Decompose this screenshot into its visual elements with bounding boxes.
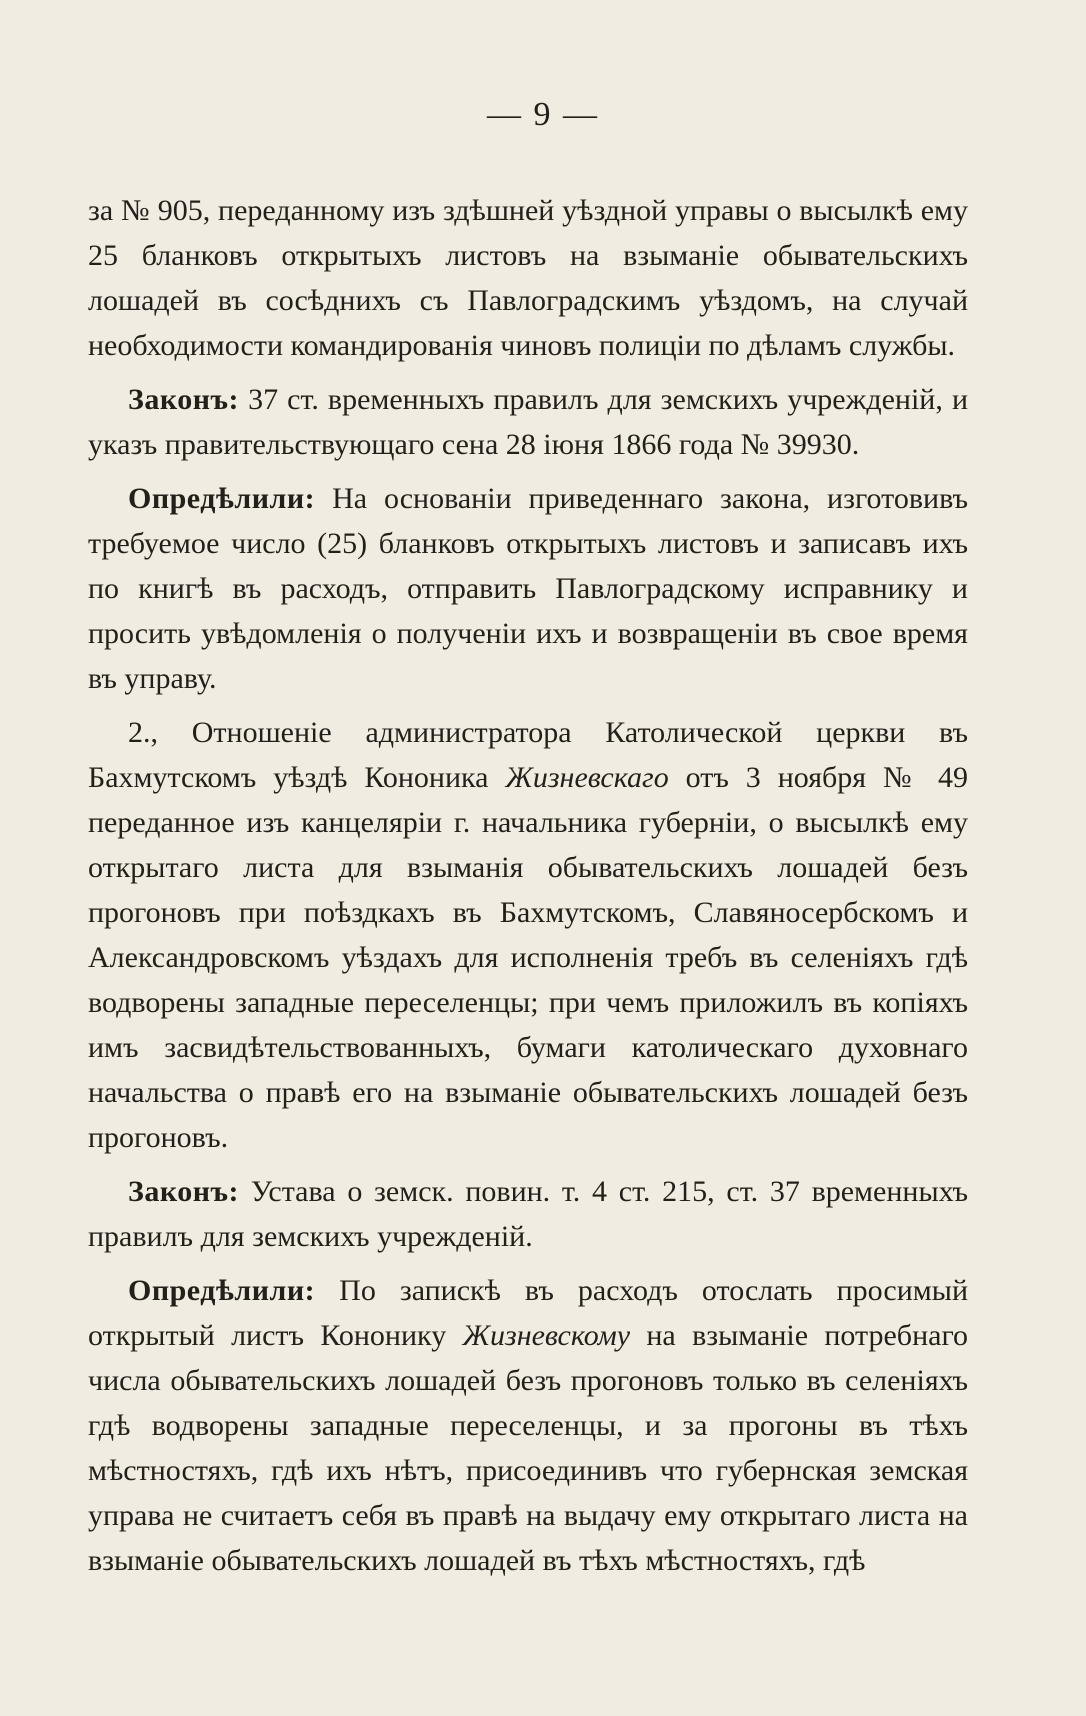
paragraph-request-continuation (88, 188, 968, 368)
paragraph-text: 2., Отношеніе администратора Католической церкви въ Бахмутскомъ уѣздѣ Кононика (88, 716, 968, 794)
person-name: Жизневскому (462, 1319, 631, 1352)
paragraph-text: На основаніи приведеннаго закона, изготовивъ требуемое число (25) бланковъ открытыхъ листовъ и записавъ ихъ по книгѣ въ расходъ, отправить Павлоградскому исправнику и просить увѣдомленія о полученіи ихъ и возвращеніи въ свое время въ управу. (88, 482, 968, 695)
body-text (88, 188, 968, 1592)
paragraph-decision-2 (88, 1268, 968, 1583)
paragraph-text: Устава о земск. повин. т. 4 ст. 215, ст. 37 временныхъ правилъ для земскихъ учрежденій. (88, 1175, 968, 1253)
paragraph-text: за № 905, переданному изъ здѣшней уѣздной управы о высылкѣ ему 25 бланковъ открытыхъ листовъ на взыманіе обывательскихъ лошадей въ сосѣднихъ съ Павлоградскимъ уѣздомъ, на случай необходимости командированія чиновъ полиціи по дѣламъ службы. (88, 194, 968, 362)
page-number: — 9 — (487, 96, 599, 133)
decision-label: Опредѣлили: (128, 1274, 316, 1307)
paragraph-text: отъ 3 ноября № 49 переданное изъ канцеляріи г. начальника губерніи, о высылкѣ ему открытаго листа для взыманія обывательскихъ лошадей безъ прогоновъ при поѣздкахъ въ Бахмутскомъ, Славяносербскомъ и Александровскомъ уѣздахъ для исполненія требъ въ селеніяхъ гдѣ водворены западные переселенцы; при чемъ приложилъ въ копіяхъ имъ засвидѣтельствованныхъ, бумаги католическаго духовнаго начальства о правѣ его на взыманіе обывательскихъ лошадей безъ прогоновъ. (88, 761, 969, 1154)
paragraph-text: на взыманіе потребнаго числа обывательскихъ лошадей безъ прогоновъ только въ селеніяхъ гдѣ водворены западные переселенцы, и за прогоны въ тѣхъ мѣстностяхъ, гдѣ ихъ нѣтъ, присоединивъ что губернская земская управа не считаетъ себя въ правѣ на выдачу ему открытаго листа на взыманіе обывательскихъ лошадей въ тѣхъ мѣстностяхъ, гдѣ (88, 1319, 968, 1577)
paragraph-item-2 (88, 710, 968, 1160)
law-label: Законъ: (128, 1175, 239, 1208)
person-name: Жизневскаго (505, 761, 669, 794)
paragraph-law-1 (88, 377, 968, 467)
law-label: Законъ: (128, 383, 239, 416)
paragraph-text: 37 ст. временныхъ правилъ для земскихъ учрежденій, и указъ правительствующаго сена 28 іюня 1866 года № 39930. (88, 383, 968, 461)
paragraph-decision-1 (88, 476, 968, 701)
paragraph-text: По запискѣ въ расходъ отослать просимый открытый листъ Кононику (88, 1274, 968, 1352)
paragraph-law-2 (88, 1169, 968, 1259)
decision-label: Опредѣлили: (128, 482, 316, 515)
